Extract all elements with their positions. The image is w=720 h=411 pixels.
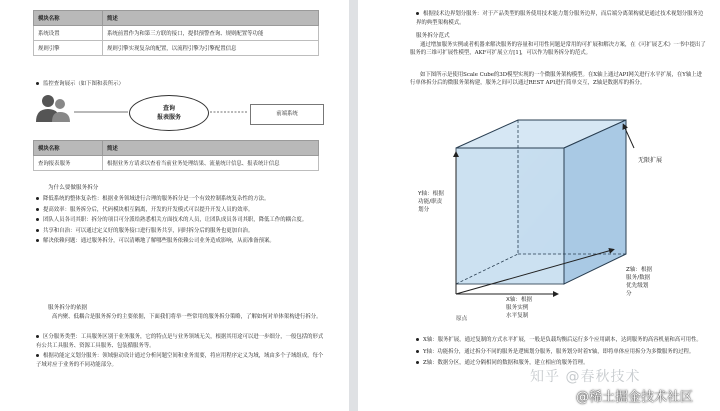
table-cell: 根据业务方请求以查看当前业务处理结果、流量统计信息、报表统计信息: [103, 156, 319, 171]
list-item: 区分服务类型：工具服务区别于业务服务，它的特点是与业务领域无关，根据其用途可以进一步细分，一般包括的形式有公共工具服务、资源工具服务、包装循服务等。: [36, 334, 324, 349]
basis-list: [36, 333, 326, 369]
infinite-scale-label: 无限扩展: [638, 157, 663, 164]
list-item: Z轴：数据分区，通过分隔相同的数据和服务，建立相应的服务管理。: [416, 359, 706, 368]
table-cell: 规则引擎: [34, 41, 103, 56]
table-cell: 系统前置作为和第三方联的接口，提供预警查询、规则配置等功能: [103, 26, 319, 41]
table-header: 模块名称: [34, 141, 103, 156]
cube-paragraph: 如下图所示是使用Scale Cube的3D模型实现的一个微服务架构模型。在X轴上通过API网关进行水平扩展，在Y轴上进行单体拆分后的微服务架构建，服务之间可以通过REST API进行简单交互，Z轴是数据库的拆分。: [410, 72, 702, 87]
table-header: 模块名称: [34, 11, 103, 26]
frontend-system-box: 前端系统: [250, 104, 324, 125]
table-header: 简述: [103, 11, 319, 26]
why-split-heading: 为什么要做服务拆分: [48, 185, 99, 191]
y-axis-label: Y轴：根据 功能/职责 划分: [418, 191, 444, 213]
module-table-2: [33, 140, 319, 171]
list-item: 根据功能定义划分服务：领域驱动设计通过分析问题空间和业务需要，将应用程序定义为域，域由多个子域组成，每个子域对应于业务的不同功能部分。: [36, 353, 324, 368]
paradigm-paragraph: 通过增加服务实例或者机器来解决服务的容量和可用性问题是常用的可扩展和解决方案，在《可扩展艺术》一书中提出了服务的三维可扩展性模型，AKF可扩展立方[1]，可以作为服务拆分的范式。: [410, 42, 706, 57]
query-report-service-node: 查询 报表服务: [129, 95, 209, 131]
origin-label: 原点: [456, 316, 468, 322]
module-table-1: [33, 10, 319, 56]
table-row: [34, 41, 319, 56]
list-item: 共享和自治：可以通过定义好的服务接口进行服务共享，同时拆分后的服务也更加自治。: [36, 227, 326, 236]
list-item: 提高效率：服务拆分后，代码模块相互隔离，开发的开发模式可以提升开发人员的效率。: [36, 206, 326, 215]
z-axis-label: Z轴：根据 服务/数据 优先级划 分: [626, 267, 653, 297]
split-basis-heading: 服务拆分的依据: [48, 305, 88, 311]
table-cell: 规则引擎实现复杂的配置，以流程引擎为引擎配置信息: [103, 41, 319, 56]
tech-boundary-item: 根据技术边界划分服务：对于产品类型的服务使用技术能力划分服务边界，而后端分离架构就是通过技术视划分服务边界的典型架构模式。: [416, 11, 704, 26]
split-basis-paragraph: 高内聚、低耦合是服务拆分的主要依据，下面我们将举一些常用的服务拆分策略，了解如何对单体架构进行拆分。: [52, 314, 322, 320]
list-item: Y轴：功能拆分，通过拆分不同的服务是逻辑划分服务，服务划分时着Y轴，即将单体应用拆分为多微服务的过程。: [416, 348, 706, 357]
x-axis-label: X轴：根据 服务实例 水平复制: [506, 297, 533, 319]
list-item: X轴：服务扩展，通过复制的方式水平扩展，一般是负载均衡后运行多个应用副本，达到服务的高容机量和高可用性。: [416, 336, 706, 345]
table-header: 简述: [103, 141, 319, 156]
list-item: 解决依赖问题：通过服务拆分，可以清晰地了解哪些服务依赖公司业务造成影响，从而准备预案。: [36, 237, 326, 246]
list-item: 团队人员各司其职：拆分的项目可分派给熟悉相关方面技术的人员，让团队成员各司其职，降低工作的耦合度。: [36, 216, 326, 225]
table-header-row: [34, 11, 319, 26]
list-item: 降低系统的整体复杂性：根据业务领域进行合理的服务拆分是一个有效控制系统复杂性的方法。: [36, 195, 326, 204]
table-row: [34, 26, 319, 41]
table-cell: 查询报表服务: [34, 156, 103, 171]
monitor-caption: 监控查询展示（如下图和表所示）: [36, 80, 124, 89]
juejin-watermark: @稀土掘金技术社区: [576, 390, 694, 405]
axis-explanation-list: [416, 336, 706, 368]
left-page: [0, 0, 349, 411]
users-icon: [36, 95, 70, 122]
table-cell: 系统设置: [34, 26, 103, 41]
zhihu-watermark: 知乎 @春秋技术: [530, 369, 641, 385]
scale-cube-diagram: [398, 104, 698, 326]
table-row: [34, 156, 319, 171]
table-header-row: [34, 141, 319, 156]
bullet-icon: [36, 82, 39, 85]
right-page: [358, 0, 720, 411]
split-paradigm-heading: 服务拆分范式: [416, 33, 450, 39]
bullet-icon: [416, 12, 419, 15]
why-list: [36, 195, 326, 246]
